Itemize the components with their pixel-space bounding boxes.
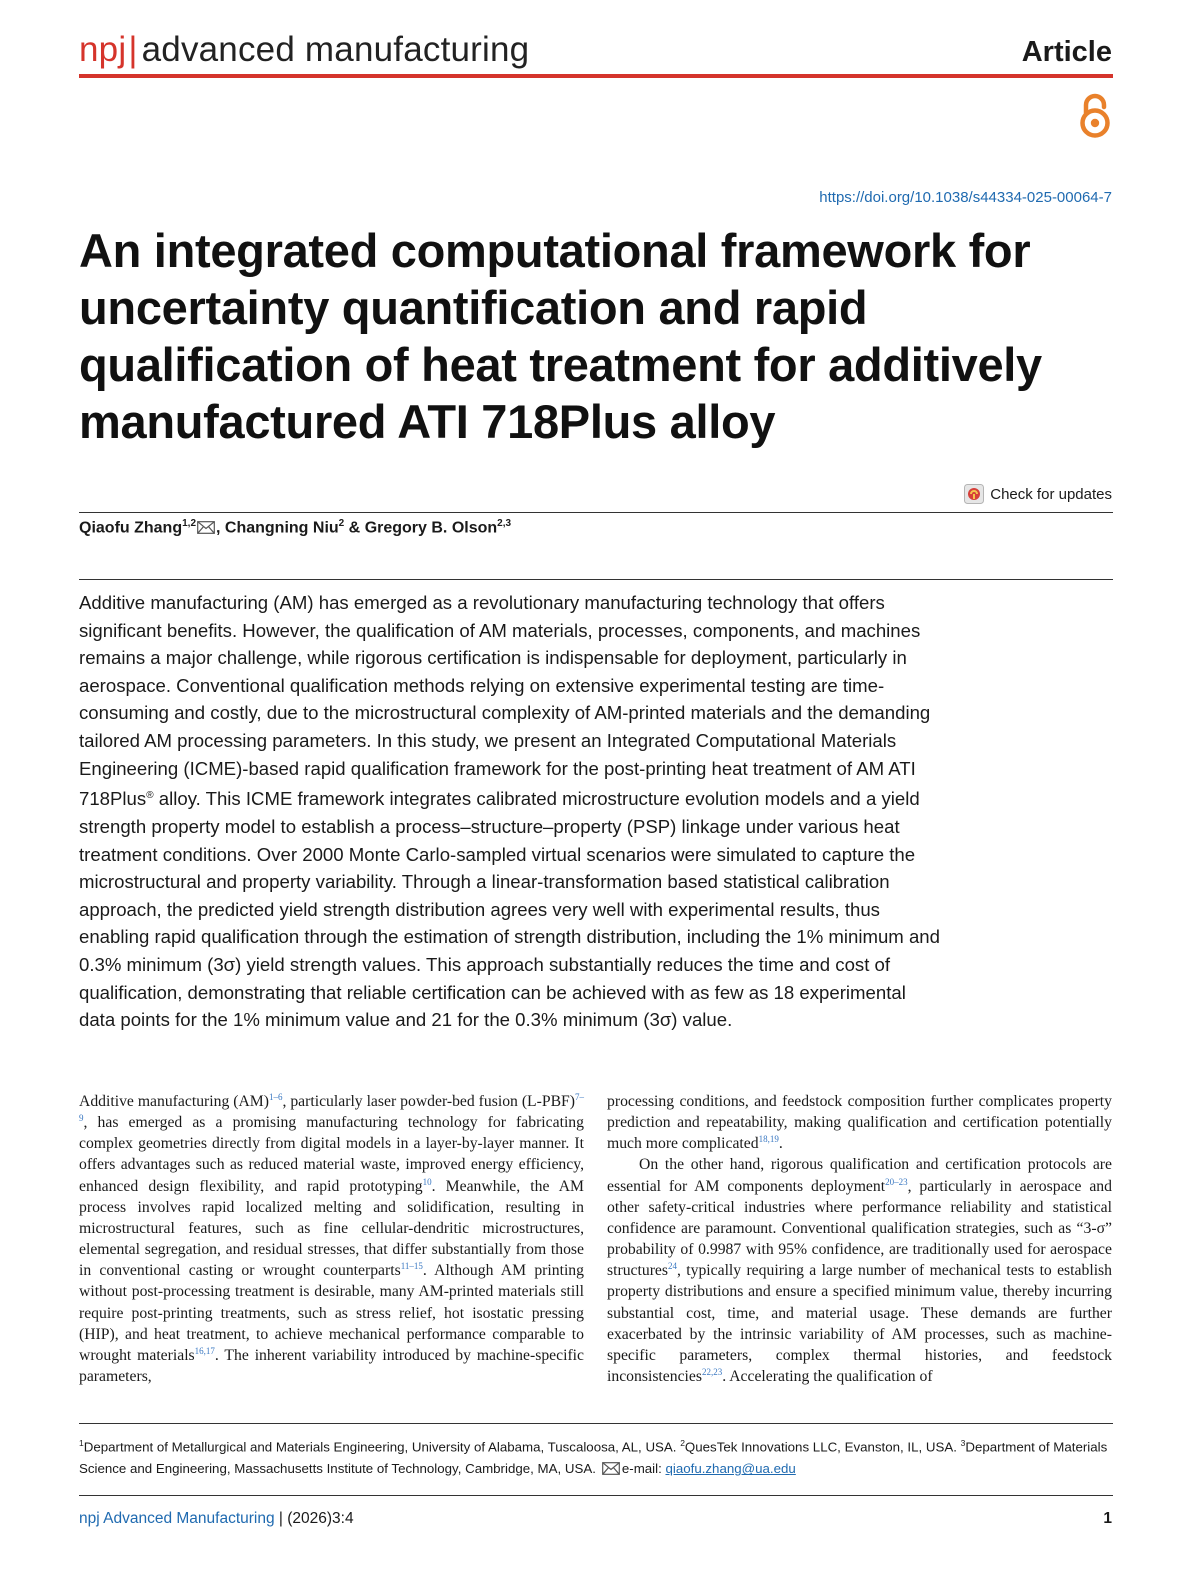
check-for-updates-label: Check for updates bbox=[990, 485, 1112, 503]
citation-ref[interactable]: 1–6 bbox=[268, 1091, 283, 1102]
body-paragraph bbox=[607, 1091, 1112, 1154]
citation-ref[interactable]: 20–23 bbox=[885, 1176, 908, 1187]
registered-mark: ® bbox=[146, 790, 154, 802]
citation-ref[interactable]: 22,23 bbox=[701, 1366, 723, 1377]
body-paragraph bbox=[607, 1154, 1112, 1387]
body-text: On the other hand, rigorous qualification and certification protocols are essential for AM components deployment bbox=[607, 1156, 1112, 1195]
body-text: processing conditions, and feedstock composition further complicates property prediction and repeatability, making qualification and certification potentially much more complicated bbox=[607, 1093, 1112, 1153]
page-number: 1 bbox=[1103, 1510, 1112, 1527]
citation-ref[interactable]: 16,17 bbox=[194, 1345, 215, 1356]
author-affiliation: 1,2 bbox=[182, 518, 197, 529]
article-type-label: Article bbox=[1021, 36, 1112, 68]
author-name[interactable]: Gregory B. Olson bbox=[364, 519, 498, 537]
affiliation: QuesTek Innovations LLC, Evanston, IL, USA. bbox=[684, 1439, 961, 1455]
body-text: Additive manufacturing (AM) bbox=[79, 1093, 269, 1110]
author-affiliation: 2,3 bbox=[497, 518, 512, 529]
email-label: e-mail: bbox=[621, 1461, 666, 1477]
divider bbox=[79, 512, 1113, 513]
journal-name: advanced manufacturing bbox=[141, 30, 530, 69]
body-text: . Accelerating the qualification of bbox=[722, 1368, 933, 1386]
divider bbox=[79, 1495, 1113, 1496]
body-text: . bbox=[778, 1135, 783, 1153]
affiliation: Department of Metallurgical and Materials Engineering, University of Alabama, Tuscaloosa, AL, USA. bbox=[83, 1439, 681, 1455]
body-text: . Although AM printing without post-processing treatment is desirable, many AM-printed materials still require post-printing treatments, such as stress relief, hot isostatic pressing (HIP), and heat treatment, to achieve mechanical performance comparable to wrought materials bbox=[79, 1262, 584, 1364]
citation-ref[interactable]: 24 bbox=[668, 1261, 677, 1272]
check-for-updates-icon bbox=[964, 484, 984, 504]
check-for-updates-button[interactable] bbox=[964, 484, 1112, 504]
journal-masthead[interactable] bbox=[79, 28, 529, 72]
abstract-text: alloy. This ICME framework integrates calibrated microstructure evolution models and a yield strength property model to establish a process–structure–property (PSP) linkage under various heat treatment conditions. Over 2000 Monte Carlo-sampled virtual scenarios were simulated to capture the microstructural and property variability. Through a linear-transformation based statistical calibration approach, the predicted yield strength distribution agrees very well with experimental results, thus enabling rapid qualification through the estimation of strength distribution, including the 1% minimum and 0.3% minimum (3σ) yield strength values. This approach substantially reduces the time and cost of qualification, demonstrating that reliable certification can be achieved with as few as 18 experimental data points for the 1% minimum value and 21 for the 0.3% minimum (3σ) value. bbox=[79, 788, 940, 1031]
body-text: , typically requiring a large number of mechanical tests to establish property distributions and ensure a specified minimum value, thereby incurring substantial cost, time, and material usage. These demands are further exacerbated by the intrinsic variability of AM processes, such as machine-specific parameters, complex thermal histories, and feedstock inconsistencies bbox=[607, 1262, 1112, 1386]
mail-icon[interactable] bbox=[197, 521, 215, 534]
article-title: An integrated computational framework for uncertainty quantification and rapid qualification of heat treatment for additively manufactured ATI 718Plus alloy bbox=[79, 224, 1042, 448]
author-name[interactable]: Qiaofu Zhang bbox=[79, 519, 183, 537]
open-access-icon bbox=[1077, 93, 1113, 139]
divider bbox=[79, 579, 1113, 580]
author-list: Qiaofu Zhang$^{1,2}$ , Changning Niu$^2$ & Gregory B. Olson$^{2,3}$ bbox=[79, 518, 512, 537]
citation-ref[interactable]: 11–15 bbox=[400, 1261, 423, 1272]
author-name[interactable]: Changning Niu bbox=[224, 519, 339, 537]
doi-link[interactable]: https://doi.org/10.1038/s44334-025-00064-7 bbox=[819, 189, 1112, 206]
body-text: , particularly in aerospace and other safety-critical industries where performance reliability and statistical confidence are paramount. Conventional qualification strategies, such as “3-σ” probability of 0.9987 with 95% confidence, are traditionally used for aerospace structures bbox=[607, 1177, 1112, 1280]
affiliations: $^1$Department of Metallurgical and Materials Engineering, University of Alabama, Tuscaloosa, AL, USA. $^2$QuesTek Innovations LLC, Evanston, IL, USA. $^3$Department of Materials Science and Engineering, Massachusetts Institute of Technology, Cambridge, MA, USA. e-mail: qiaofu.zhang@ua.edu bbox=[79, 1438, 1108, 1477]
body-paragraph bbox=[79, 1091, 584, 1387]
body-column-right bbox=[607, 1091, 1112, 1387]
author-affiliation: 2 bbox=[338, 518, 345, 529]
journal-separator: | bbox=[128, 30, 138, 69]
footer-issue: (2026)3:4 bbox=[287, 1510, 354, 1527]
journal-prefix: npj bbox=[79, 30, 127, 69]
abstract bbox=[79, 589, 947, 1034]
abstract-text: Additive manufacturing (AM) has emerged as a revolutionary manufacturing technology that offers significant benefits. However, the qualification of AM materials, processes, components, and machines remains a major challenge, while rigorous certification is indispensable for deployment, particularly in aerospace. Conventional qualification methods relying on extensive experimental testing are time-consuming and costly, due to the microstructural complexity of AM-printed materials and the demanding tailored AM processing parameters. In this study, we present an Integrated Computational Materials Engineering (ICME)-based rapid qualification framework for the post-printing heat treatment of AM ATI 718Plus bbox=[79, 592, 931, 810]
mail-icon bbox=[602, 1462, 620, 1475]
affiliation: Department of Materials Science and Engineering, Massachusetts Institute of Technology, Cambridge, MA, USA. bbox=[79, 1439, 1108, 1477]
body-text: , particularly laser powder-bed fusion (L-PBF) bbox=[282, 1093, 575, 1110]
footer-journal-link[interactable]: npj Advanced Manufacturing bbox=[79, 1510, 275, 1527]
divider bbox=[79, 1423, 1113, 1424]
email-link[interactable]: qiaofu.zhang@ua.edu bbox=[665, 1461, 796, 1477]
body-text: , has emerged as a promising manufacturing technology for fabricating complex geometries directly from digital models in a layer-by-layer manner. It offers advantages such as reduced material waste, improved energy efficiency, enhanced design flexibility, and rapid prototyping bbox=[79, 1114, 584, 1195]
body-text: . Meanwhile, the AM process involves rapid localized melting and solidification, resulting in microstructural features, such as fine cellular-dendritic microstructures, elemental segregation, and residual stresses, that differ substantially from those in conventional casting or wrought counterparts bbox=[79, 1177, 584, 1280]
body-text: . The inherent variability introduced by machine-specific parameters, bbox=[79, 1346, 584, 1386]
footer-citation: npj Advanced Manufacturing | (2026)3:4 bbox=[79, 1510, 354, 1527]
citation-ref[interactable]: 7–9 bbox=[79, 1091, 584, 1123]
citation-ref[interactable]: 18,19 bbox=[758, 1134, 779, 1145]
citation-ref[interactable]: 10 bbox=[422, 1176, 432, 1187]
header-rule bbox=[79, 74, 1113, 78]
body-column-left bbox=[79, 1091, 584, 1387]
